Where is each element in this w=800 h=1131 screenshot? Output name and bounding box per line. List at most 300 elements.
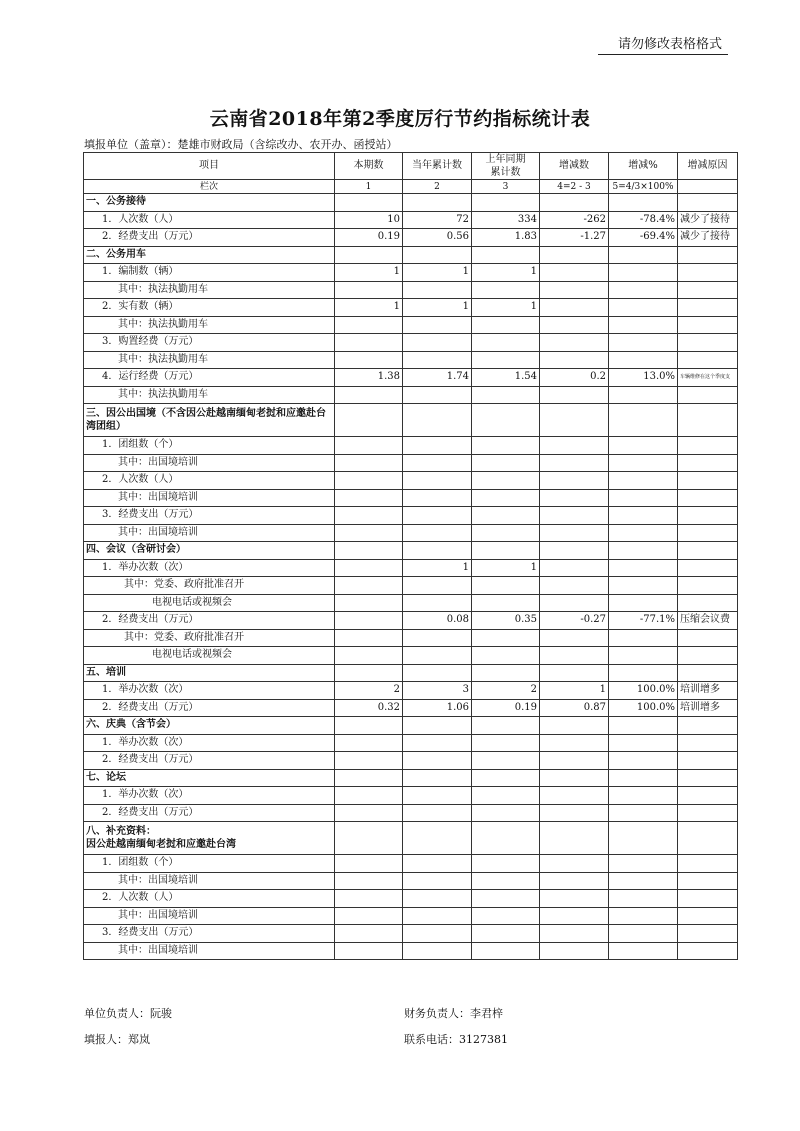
value-cell xyxy=(335,404,403,437)
value-cell: 1.83 xyxy=(472,229,540,247)
reason-cell xyxy=(678,404,738,437)
header-cell: 增减% xyxy=(609,153,678,180)
row-label: 五、培训 xyxy=(84,664,335,682)
value-cell xyxy=(609,299,678,317)
value-cell xyxy=(335,334,403,352)
reason-cell xyxy=(678,752,738,770)
reason-cell xyxy=(678,855,738,873)
row-label: 2．经费支出（万元） xyxy=(84,229,335,247)
table-row xyxy=(84,299,738,317)
value-cell xyxy=(472,942,540,960)
value-cell xyxy=(472,524,540,542)
unit-head: 单位负责人：阮骏 xyxy=(84,1007,172,1020)
value-cell xyxy=(472,664,540,682)
row-label: 其中：出国境培训 xyxy=(84,942,335,960)
value-cell xyxy=(540,559,609,577)
value-cell xyxy=(540,769,609,787)
value-cell xyxy=(472,734,540,752)
value-cell xyxy=(472,804,540,822)
table-row xyxy=(84,804,738,822)
row-label: 2．经费支出（万元） xyxy=(84,752,335,770)
column-index-row xyxy=(84,180,738,194)
table-row xyxy=(84,942,738,960)
row-label: 一、公务接待 xyxy=(84,194,335,212)
reason-cell xyxy=(678,316,738,334)
reason-cell xyxy=(678,437,738,455)
header-cell: 上年同期 累计数 xyxy=(472,153,540,180)
value-cell xyxy=(335,804,403,822)
row-label: 电视电话或视频会 xyxy=(84,594,335,612)
value-cell xyxy=(609,752,678,770)
value-cell xyxy=(540,594,609,612)
value-cell xyxy=(403,489,472,507)
value-cell xyxy=(540,437,609,455)
row-label: 其中：执法执勤用车 xyxy=(84,316,335,334)
value-cell xyxy=(335,629,403,647)
reason-cell xyxy=(678,942,738,960)
header-cell: 当年累计数 xyxy=(403,153,472,180)
value-cell xyxy=(335,559,403,577)
value-cell xyxy=(609,804,678,822)
value-cell xyxy=(609,264,678,282)
value-cell xyxy=(335,524,403,542)
statistics-table xyxy=(83,152,738,960)
value-cell: 100.0% xyxy=(609,682,678,700)
header-cell: 增减原因 xyxy=(678,153,738,180)
value-cell xyxy=(609,925,678,943)
value-cell xyxy=(609,647,678,665)
value-cell xyxy=(540,334,609,352)
reason-cell xyxy=(678,472,738,490)
table-row xyxy=(84,890,738,908)
value-cell xyxy=(335,925,403,943)
table-row xyxy=(84,524,738,542)
value-cell xyxy=(403,769,472,787)
value-cell xyxy=(609,890,678,908)
header-cell: 增减数 xyxy=(540,153,609,180)
value-cell xyxy=(335,594,403,612)
reason-cell xyxy=(678,822,738,855)
reason-cell: 培训增多 xyxy=(678,699,738,717)
value-cell xyxy=(609,194,678,212)
value-cell xyxy=(540,629,609,647)
table-row xyxy=(84,752,738,770)
value-cell xyxy=(609,404,678,437)
value-cell xyxy=(540,717,609,735)
value-cell xyxy=(540,872,609,890)
value-cell xyxy=(472,855,540,873)
row-label: 2．经费支出（万元） xyxy=(84,612,335,630)
row-label: 其中：出国境培训 xyxy=(84,489,335,507)
table-body xyxy=(84,153,738,960)
value-cell xyxy=(335,281,403,299)
reason-cell xyxy=(678,594,738,612)
table-row xyxy=(84,872,738,890)
index-cell: 5=4/3×100% xyxy=(609,180,678,194)
index-cell: 栏次 xyxy=(84,180,335,194)
reason-cell xyxy=(678,925,738,943)
value-cell xyxy=(335,787,403,805)
reason-cell: 车辆维修在这个季度支 xyxy=(678,369,738,387)
value-cell: 1 xyxy=(472,299,540,317)
value-cell xyxy=(335,769,403,787)
reason-cell xyxy=(678,454,738,472)
value-cell: 2 xyxy=(335,682,403,700)
value-cell xyxy=(540,316,609,334)
value-cell xyxy=(403,734,472,752)
reason-cell xyxy=(678,507,738,525)
value-cell: 1 xyxy=(472,264,540,282)
row-label: 1．团组数（个） xyxy=(84,437,335,455)
value-cell xyxy=(335,822,403,855)
value-cell xyxy=(472,334,540,352)
value-cell xyxy=(540,577,609,595)
value-cell: 0.08 xyxy=(403,612,472,630)
value-cell xyxy=(335,664,403,682)
value-cell xyxy=(335,717,403,735)
table-row xyxy=(84,682,738,700)
value-cell xyxy=(540,925,609,943)
value-cell xyxy=(403,404,472,437)
table-row xyxy=(84,437,738,455)
value-cell xyxy=(609,559,678,577)
value-cell xyxy=(403,472,472,490)
value-cell xyxy=(609,855,678,873)
row-label: 2．经费支出（万元） xyxy=(84,804,335,822)
value-cell xyxy=(540,472,609,490)
table-row xyxy=(84,699,738,717)
value-cell: 1 xyxy=(335,264,403,282)
value-cell: 0.32 xyxy=(335,699,403,717)
value-cell xyxy=(403,890,472,908)
value-cell xyxy=(472,907,540,925)
value-cell xyxy=(609,577,678,595)
value-cell xyxy=(335,489,403,507)
reason-cell xyxy=(678,664,738,682)
table-row xyxy=(84,404,738,437)
reason-cell xyxy=(678,872,738,890)
table-row xyxy=(84,822,738,855)
value-cell xyxy=(335,855,403,873)
value-cell: 100.0% xyxy=(609,699,678,717)
value-cell xyxy=(335,472,403,490)
notice-underline xyxy=(598,54,728,55)
row-label: 其中：执法执勤用车 xyxy=(84,281,335,299)
value-cell xyxy=(472,787,540,805)
value-cell xyxy=(472,246,540,264)
value-cell: 1 xyxy=(403,299,472,317)
value-cell xyxy=(472,404,540,437)
table-row xyxy=(84,577,738,595)
value-cell xyxy=(472,316,540,334)
row-label: 其中：执法执勤用车 xyxy=(84,386,335,404)
reason-cell xyxy=(678,577,738,595)
reason-cell: 减少了接待 xyxy=(678,229,738,247)
reason-cell xyxy=(678,194,738,212)
index-cell: 3 xyxy=(472,180,540,194)
value-cell xyxy=(335,647,403,665)
reason-cell xyxy=(678,907,738,925)
table-row xyxy=(84,454,738,472)
value-cell xyxy=(403,386,472,404)
value-cell xyxy=(540,524,609,542)
value-cell xyxy=(609,822,678,855)
value-cell xyxy=(403,594,472,612)
reason-cell xyxy=(678,264,738,282)
table-row xyxy=(84,507,738,525)
value-cell xyxy=(540,907,609,925)
table-row xyxy=(84,717,738,735)
value-cell xyxy=(335,316,403,334)
value-cell xyxy=(335,577,403,595)
value-cell xyxy=(472,752,540,770)
value-cell: 1.38 xyxy=(335,369,403,387)
table-row xyxy=(84,316,738,334)
value-cell xyxy=(472,925,540,943)
reason-cell xyxy=(678,647,738,665)
reason-cell xyxy=(678,804,738,822)
value-cell: 1 xyxy=(335,299,403,317)
value-cell xyxy=(403,907,472,925)
value-cell: 1.54 xyxy=(472,369,540,387)
value-cell xyxy=(609,872,678,890)
table-row xyxy=(84,769,738,787)
value-cell xyxy=(403,787,472,805)
header-cell: 项目 xyxy=(84,153,335,180)
value-cell xyxy=(403,647,472,665)
value-cell xyxy=(403,281,472,299)
value-cell xyxy=(540,281,609,299)
value-cell: 1 xyxy=(403,559,472,577)
value-cell: -69.4% xyxy=(609,229,678,247)
value-cell xyxy=(403,194,472,212)
value-cell xyxy=(609,942,678,960)
value-cell xyxy=(403,507,472,525)
value-cell: 1 xyxy=(472,559,540,577)
value-cell xyxy=(609,787,678,805)
value-cell xyxy=(472,629,540,647)
row-label: 其中：出国境培训 xyxy=(84,907,335,925)
value-cell: 0.56 xyxy=(403,229,472,247)
row-label: 1．举办次数（次） xyxy=(84,559,335,577)
value-cell xyxy=(472,507,540,525)
table-row xyxy=(84,472,738,490)
value-cell xyxy=(335,907,403,925)
reason-cell xyxy=(678,334,738,352)
value-cell xyxy=(540,752,609,770)
reason-cell xyxy=(678,351,738,369)
value-cell xyxy=(540,542,609,560)
table-row xyxy=(84,334,738,352)
row-label: 其中：执法执勤用车 xyxy=(84,351,335,369)
value-cell: 0.2 xyxy=(540,369,609,387)
format-notice: 请勿修改表格格式 xyxy=(618,37,723,52)
table-row xyxy=(84,787,738,805)
table-row xyxy=(84,211,738,229)
value-cell: -0.27 xyxy=(540,612,609,630)
value-cell xyxy=(609,454,678,472)
value-cell xyxy=(472,717,540,735)
value-cell: -78.4% xyxy=(609,211,678,229)
value-cell xyxy=(609,386,678,404)
reason-cell xyxy=(678,299,738,317)
value-cell: 0.19 xyxy=(472,699,540,717)
value-cell xyxy=(472,472,540,490)
reason-cell xyxy=(678,386,738,404)
row-label: 电视电话或视频会 xyxy=(84,647,335,665)
table-row xyxy=(84,629,738,647)
table-row xyxy=(84,194,738,212)
value-cell xyxy=(540,454,609,472)
value-cell xyxy=(403,351,472,369)
table-row xyxy=(84,594,738,612)
reason-cell xyxy=(678,559,738,577)
value-cell xyxy=(540,507,609,525)
row-label: 3．购置经费（万元） xyxy=(84,334,335,352)
reason-cell xyxy=(678,281,738,299)
value-cell xyxy=(403,246,472,264)
value-cell xyxy=(403,855,472,873)
value-cell xyxy=(472,769,540,787)
table-row xyxy=(84,925,738,943)
value-cell xyxy=(472,351,540,369)
table-row xyxy=(84,246,738,264)
value-cell xyxy=(540,664,609,682)
value-cell xyxy=(609,594,678,612)
value-cell xyxy=(472,594,540,612)
value-cell xyxy=(609,542,678,560)
table-row xyxy=(84,281,738,299)
value-cell xyxy=(335,351,403,369)
value-cell xyxy=(472,454,540,472)
value-cell xyxy=(609,281,678,299)
reporting-unit: 填报单位（盖章）：楚雄市财政局（含综改办、农开办、函授站） xyxy=(84,138,398,151)
value-cell xyxy=(403,872,472,890)
value-cell xyxy=(335,507,403,525)
value-cell xyxy=(472,822,540,855)
value-cell xyxy=(540,647,609,665)
value-cell xyxy=(403,316,472,334)
filler: 填报人：郑岚 xyxy=(84,1033,150,1046)
row-label: 1．举办次数（次） xyxy=(84,787,335,805)
reason-cell xyxy=(678,769,738,787)
row-label: 2．人次数（人） xyxy=(84,472,335,490)
value-cell xyxy=(609,769,678,787)
value-cell xyxy=(609,246,678,264)
value-cell xyxy=(540,194,609,212)
reason-cell xyxy=(678,542,738,560)
row-label: 二、公务用车 xyxy=(84,246,335,264)
table-row xyxy=(84,855,738,873)
value-cell: 0.19 xyxy=(335,229,403,247)
value-cell: 1 xyxy=(403,264,472,282)
row-label: 四、会议（含研讨会） xyxy=(84,542,335,560)
table-row xyxy=(84,647,738,665)
value-cell xyxy=(609,629,678,647)
value-cell: -1.27 xyxy=(540,229,609,247)
value-cell: 2 xyxy=(472,682,540,700)
value-cell xyxy=(403,437,472,455)
value-cell: 0.87 xyxy=(540,699,609,717)
page-title: 云南省2018年第2季度厉行节约指标统计表 xyxy=(209,108,591,130)
value-cell xyxy=(403,542,472,560)
value-cell xyxy=(609,489,678,507)
value-cell xyxy=(540,264,609,282)
value-cell xyxy=(403,524,472,542)
value-cell xyxy=(540,822,609,855)
value-cell xyxy=(609,717,678,735)
value-cell xyxy=(472,489,540,507)
value-cell xyxy=(609,664,678,682)
reason-cell xyxy=(678,629,738,647)
table-row xyxy=(84,386,738,404)
value-cell: 334 xyxy=(472,211,540,229)
value-cell xyxy=(609,334,678,352)
value-cell xyxy=(335,246,403,264)
value-cell xyxy=(403,925,472,943)
value-cell xyxy=(540,489,609,507)
value-cell xyxy=(609,316,678,334)
value-cell xyxy=(609,437,678,455)
table-row xyxy=(84,542,738,560)
value-cell xyxy=(472,194,540,212)
finance-head: 财务负责人：李君梓 xyxy=(404,1007,503,1020)
value-cell: 72 xyxy=(403,211,472,229)
table-row xyxy=(84,489,738,507)
value-cell xyxy=(335,872,403,890)
table-row xyxy=(84,907,738,925)
header-row xyxy=(84,153,738,180)
value-cell xyxy=(609,734,678,752)
value-cell xyxy=(335,942,403,960)
value-cell xyxy=(609,351,678,369)
row-label: 2．经费支出（万元） xyxy=(84,699,335,717)
value-cell: 3 xyxy=(403,682,472,700)
value-cell: -77.1% xyxy=(609,612,678,630)
index-cell: 1 xyxy=(335,180,403,194)
value-cell: 1.06 xyxy=(403,699,472,717)
value-cell xyxy=(403,804,472,822)
reason-cell xyxy=(678,734,738,752)
value-cell xyxy=(335,734,403,752)
value-cell xyxy=(403,454,472,472)
row-label: 其中：出国境培训 xyxy=(84,454,335,472)
row-label: 其中：党委、政府批准召开 xyxy=(84,577,335,595)
value-cell xyxy=(403,664,472,682)
value-cell xyxy=(540,942,609,960)
value-cell xyxy=(335,386,403,404)
row-label: 其中：党委、政府批准召开 xyxy=(84,629,335,647)
reason-cell xyxy=(678,524,738,542)
reason-cell: 压缩会议费 xyxy=(678,612,738,630)
reason-cell xyxy=(678,489,738,507)
value-cell: 1 xyxy=(540,682,609,700)
value-cell xyxy=(403,822,472,855)
value-cell xyxy=(335,437,403,455)
value-cell xyxy=(403,717,472,735)
value-cell xyxy=(540,734,609,752)
value-cell xyxy=(472,647,540,665)
value-cell: 0.35 xyxy=(472,612,540,630)
row-label: 2．实有数（辆） xyxy=(84,299,335,317)
value-cell xyxy=(609,907,678,925)
value-cell xyxy=(335,542,403,560)
value-cell xyxy=(540,804,609,822)
value-cell xyxy=(403,629,472,647)
value-cell xyxy=(403,577,472,595)
value-cell xyxy=(540,351,609,369)
row-label: 1．团组数（个） xyxy=(84,855,335,873)
